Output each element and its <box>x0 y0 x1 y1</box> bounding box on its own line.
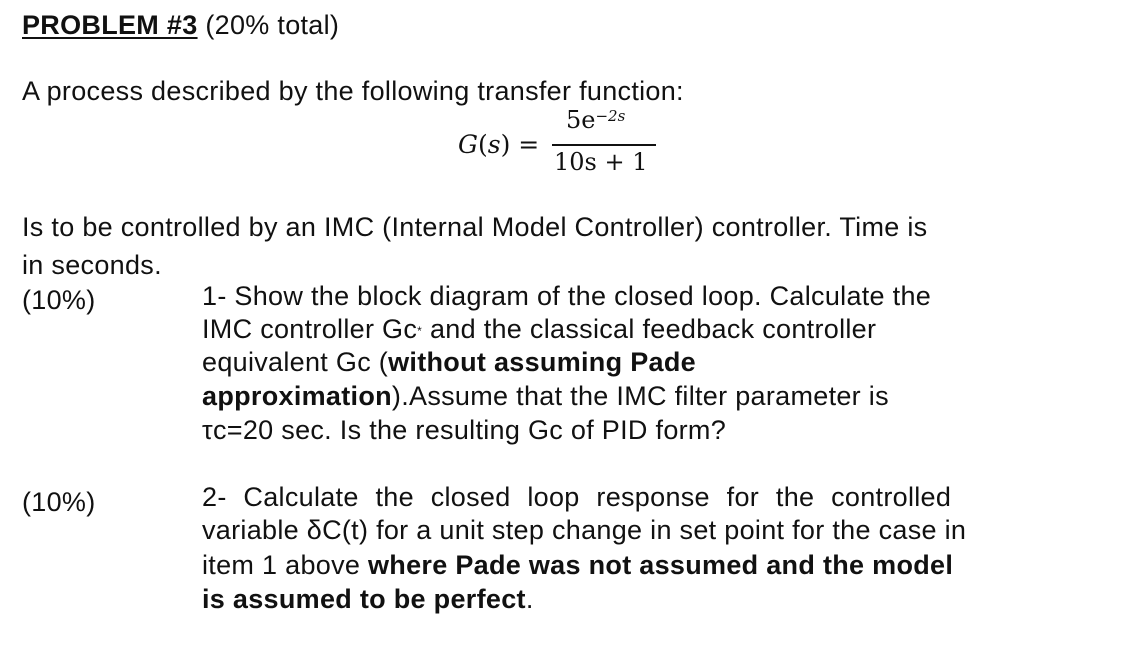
part1-line-1: 1- Show the block diagram of the closed loop. Calculate the <box>202 281 932 311</box>
fraction-bar <box>552 144 656 146</box>
statement-line-2: in seconds. <box>22 250 162 280</box>
part1-line-4-rest: ).Assume that the IMC filter parameter is <box>391 381 889 411</box>
part2-line-3-start: item 1 above <box>202 550 368 580</box>
part1-line-3 <box>202 347 696 377</box>
part2-weight: (10%) <box>22 487 96 517</box>
imc-controller-text: IMC controller Gc <box>202 314 418 344</box>
transfer-function-fraction <box>552 106 656 178</box>
function-argument: s <box>487 130 501 159</box>
problem-title: PROBLEM #3 <box>22 10 198 40</box>
transfer-function-denominator: 10s + 1 <box>554 148 648 176</box>
part1-weight: (10%) <box>22 285 96 315</box>
part1-line-3-start: equivalent Gc ( <box>202 347 389 377</box>
part2-line-4 <box>202 584 534 614</box>
transfer-function-numerator <box>566 106 625 134</box>
numerator-base: 5e <box>566 106 596 134</box>
part2-line-2: variable δC(t) for a unit step change in set point for the case in <box>202 515 967 545</box>
part1-line-3-bold: without assuming Pade <box>388 347 696 377</box>
part1-line-4 <box>202 381 889 411</box>
problem-heading-line <box>22 10 339 40</box>
part1-line-2-rest: and the classical feedback controller <box>422 314 877 344</box>
part1-line-4-bold: approximation <box>202 381 392 411</box>
function-name: G <box>458 130 478 159</box>
part2-line-3-bold: where Pade was not assumed and the model <box>368 550 954 580</box>
part1-line-2 <box>202 314 876 344</box>
part2-line-4-bold: is assumed to be perfect <box>202 584 526 614</box>
transfer-function-lhs: G(s) = <box>458 130 540 159</box>
part2-line-4-end: . <box>525 584 534 614</box>
statement-line-1: Is to be controlled by an IMC (Internal Model Controller) controller. Time is <box>22 212 928 242</box>
part2-line-1: 2- Calculate the closed loop response for the controlled <box>202 482 952 512</box>
numerator-exponent: −2s <box>595 107 626 125</box>
problem-total-weight: (20% total) <box>205 10 340 40</box>
intro-text: A process described by the following transfer function: <box>22 76 684 106</box>
part2-line-3 <box>202 550 953 580</box>
superscript-star: * <box>417 324 423 338</box>
part1-line-5: τc=20 sec. Is the resulting Gc of PID form? <box>202 415 727 445</box>
